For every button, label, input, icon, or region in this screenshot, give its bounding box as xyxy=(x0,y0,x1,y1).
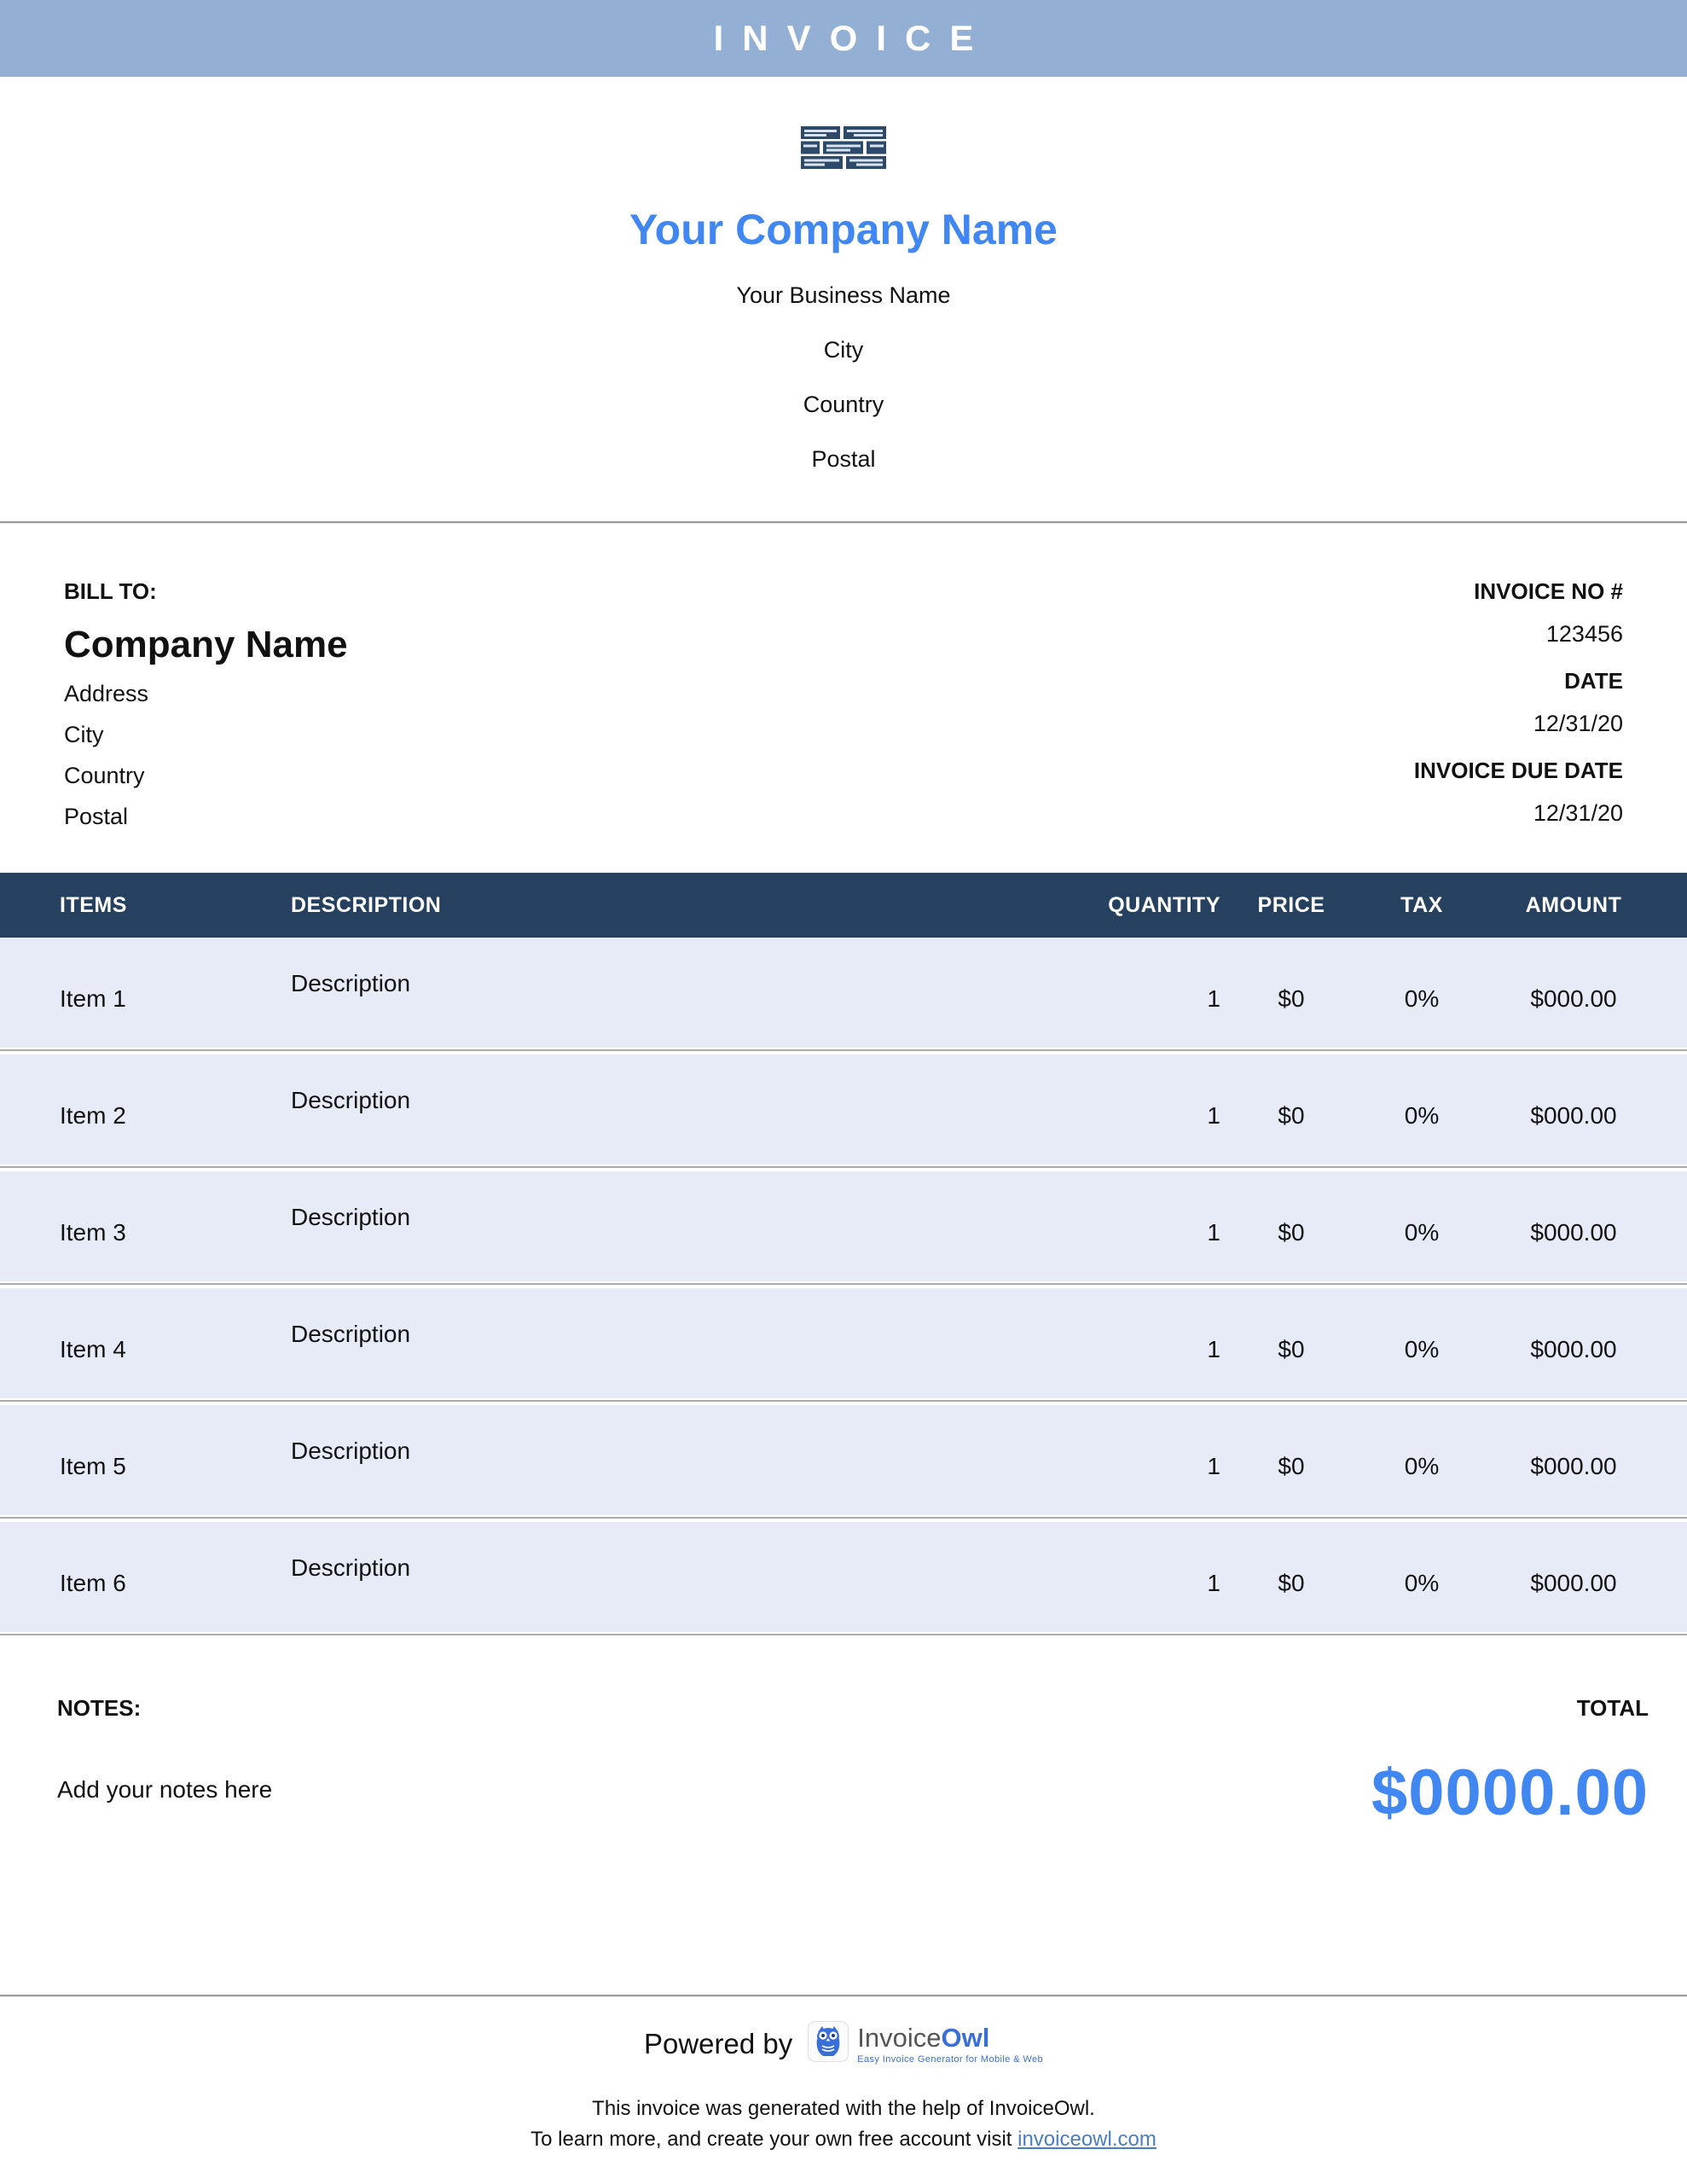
item-cell: Item 2 xyxy=(60,1102,126,1129)
bricks-logo-icon xyxy=(801,126,886,171)
row-separator xyxy=(0,1048,1687,1054)
header-description: DESCRIPTION xyxy=(291,892,442,917)
price-cell: $0 xyxy=(1278,1570,1305,1596)
total-label: TOTAL xyxy=(1576,1695,1649,1721)
table-row xyxy=(0,938,1687,1048)
tax-cell: 0% xyxy=(1404,1219,1440,1246)
header-price: PRICE xyxy=(1257,892,1325,917)
tax-cell: 0% xyxy=(1404,1570,1440,1596)
amount-cell: $000.00 xyxy=(1530,1453,1617,1479)
item-cell: Item 3 xyxy=(60,1219,126,1246)
description-cell: Description xyxy=(291,970,411,996)
tax-cell: 0% xyxy=(1404,1453,1440,1479)
bill-to-address-line: Postal xyxy=(64,804,129,829)
bill-to-label: BILL TO: xyxy=(64,578,157,604)
header-tax: TAX xyxy=(1400,892,1443,917)
invoice-banner-title: INVOICE xyxy=(713,18,993,58)
item-cell: Item 5 xyxy=(60,1453,126,1479)
company-address-line: Your Business Name xyxy=(736,282,951,308)
learn-more-text: To learn more, and create your own free account visit xyxy=(530,2128,1012,2151)
wordmark-owl: Owl xyxy=(941,2023,990,2053)
total-amount: $0000.00 xyxy=(1371,1757,1649,1829)
invoice-meta-label: DATE xyxy=(1564,668,1623,694)
table-row xyxy=(0,1522,1687,1632)
invoiceowl-link[interactable]: invoiceowl.com xyxy=(1017,2128,1157,2151)
bill-to-company-name: Company Name xyxy=(64,624,348,665)
company-address-line: Country xyxy=(803,392,884,417)
invoice-meta-label: INVOICE DUE DATE xyxy=(1413,758,1623,783)
quantity-cell: 1 xyxy=(1207,985,1220,1012)
bill-to-address-line: Address xyxy=(64,681,149,706)
price-cell: $0 xyxy=(1278,1219,1305,1246)
price-cell: $0 xyxy=(1278,1453,1305,1479)
quantity-cell: 1 xyxy=(1207,1336,1220,1362)
quantity-cell: 1 xyxy=(1207,1570,1220,1596)
header-items: ITEMS xyxy=(60,892,127,917)
row-separator xyxy=(0,1165,1687,1171)
company-address-line: Postal xyxy=(811,446,876,472)
price-cell: $0 xyxy=(1278,985,1305,1012)
bill-to-address-line: Country xyxy=(64,763,145,788)
company-name: Your Company Name xyxy=(629,206,1058,253)
table-row xyxy=(0,1405,1687,1515)
description-cell: Description xyxy=(291,1204,411,1230)
row-separator xyxy=(0,1398,1687,1405)
description-cell: Description xyxy=(291,1321,411,1347)
company-header xyxy=(0,77,1687,521)
invoice-banner xyxy=(0,0,1687,77)
item-cell: Item 1 xyxy=(60,985,126,1012)
notes-total-section xyxy=(0,1639,1687,1995)
bill-to-block xyxy=(64,578,348,873)
header-amount: AMOUNT xyxy=(1525,892,1622,917)
owl-icon xyxy=(808,2021,849,2062)
total-block xyxy=(1371,1695,1649,1995)
generated-note: This invoice was generated with the help of InvoiceOwl. xyxy=(592,2097,1095,2120)
description-cell: Description xyxy=(291,1554,411,1581)
row-separator xyxy=(0,1515,1687,1522)
tax-cell: 0% xyxy=(1404,1102,1440,1129)
items-table-header xyxy=(0,873,1687,938)
notes-label: NOTES: xyxy=(57,1695,142,1721)
invoice-meta-block xyxy=(1414,578,1623,873)
table-row xyxy=(0,1288,1687,1398)
quantity-cell: 1 xyxy=(1207,1453,1220,1479)
row-separator xyxy=(0,1281,1687,1288)
invoiceowl-wordmark xyxy=(857,2021,1043,2065)
invoice-meta-value: 12/31/20 xyxy=(1533,800,1623,826)
amount-cell: $000.00 xyxy=(1530,1570,1617,1596)
invoice-meta-label: INVOICE NO # xyxy=(1474,578,1623,604)
amount-cell: $000.00 xyxy=(1530,1102,1617,1129)
description-cell: Description xyxy=(291,1438,411,1464)
item-cell: Item 6 xyxy=(60,1570,126,1596)
powered-by-row xyxy=(0,2021,1687,2065)
tax-cell: 0% xyxy=(1404,1336,1440,1362)
items-table xyxy=(0,873,1687,1639)
quantity-cell: 1 xyxy=(1207,1102,1220,1129)
billing-section xyxy=(0,524,1687,873)
header-quantity: QUANTITY xyxy=(1108,892,1220,917)
price-cell: $0 xyxy=(1278,1102,1305,1129)
item-cell: Item 4 xyxy=(60,1336,126,1362)
invoice-meta-value: 123456 xyxy=(1545,621,1623,647)
company-address-line: City xyxy=(823,337,864,363)
amount-cell: $000.00 xyxy=(1530,1336,1617,1362)
footer-divider xyxy=(0,1995,1687,1997)
quantity-cell: 1 xyxy=(1207,1219,1220,1246)
notes-text: Add your notes here xyxy=(57,1776,273,1803)
bill-to-address-line: City xyxy=(64,722,104,747)
notes-block xyxy=(57,1695,272,1995)
table-row xyxy=(0,1171,1687,1281)
description-cell: Description xyxy=(291,1087,411,1113)
table-row xyxy=(0,1054,1687,1165)
row-separator xyxy=(0,1632,1687,1639)
powered-by-label: Powered by xyxy=(643,2028,793,2059)
logo-tagline: Easy Invoice Generator for Mobile & Web xyxy=(857,2054,1044,2065)
invoiceowl-logo xyxy=(808,2021,1043,2065)
price-cell: $0 xyxy=(1278,1336,1305,1362)
amount-cell: $000.00 xyxy=(1530,985,1617,1012)
amount-cell: $000.00 xyxy=(1530,1219,1617,1246)
wordmark-invoice: Invoice xyxy=(857,2023,942,2053)
invoice-meta-value: 12/31/20 xyxy=(1533,711,1623,736)
footer xyxy=(0,2021,1687,2152)
learn-more-note xyxy=(0,2128,1687,2152)
tax-cell: 0% xyxy=(1404,985,1440,1012)
